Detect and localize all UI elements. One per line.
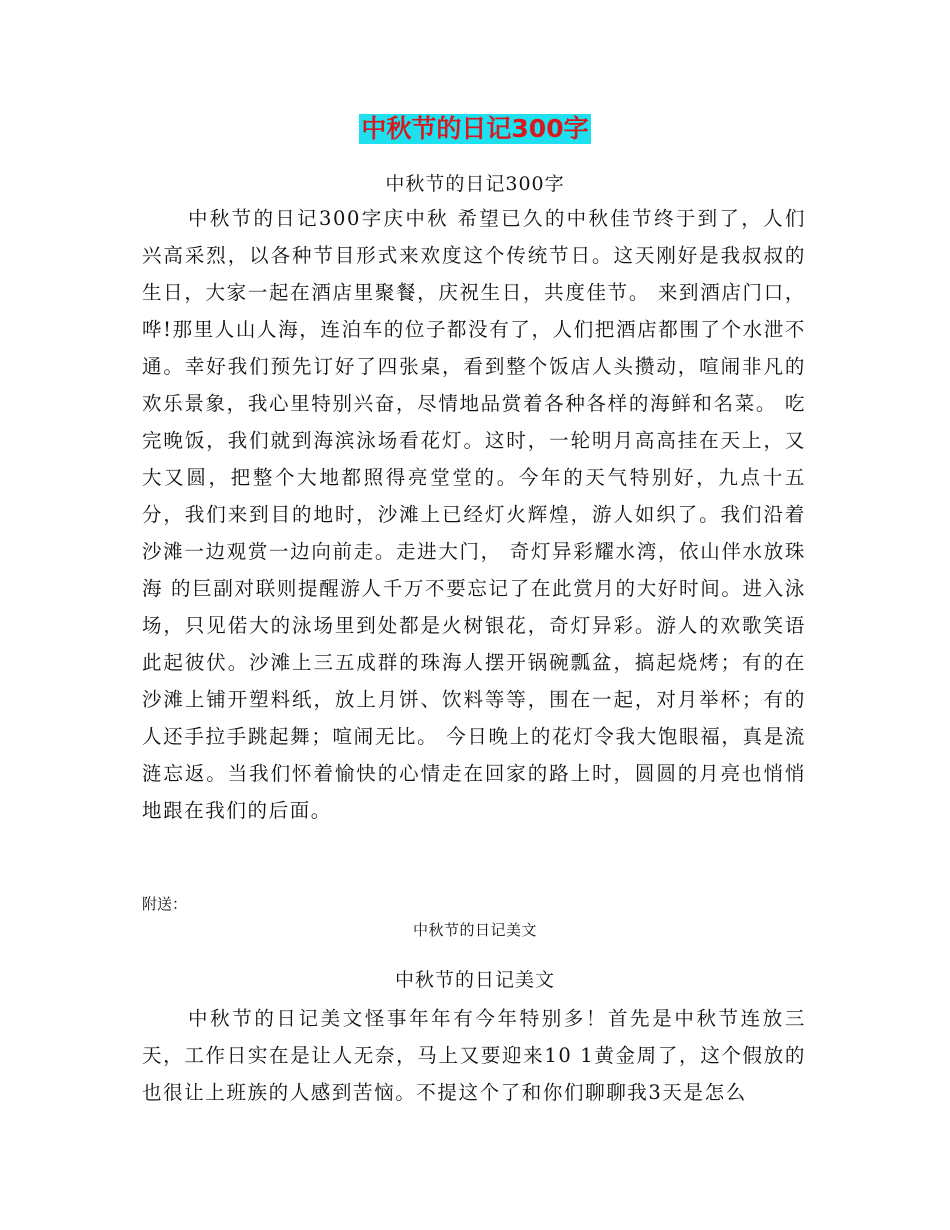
main-title-container bbox=[0, 114, 950, 144]
section2-heading: 中秋节的日记美文 bbox=[394, 969, 555, 991]
section2-body: 中秋节的日记美文怪事年年有今年特别多！首先是中秋节连放三天，工作日实在是让人无奈，马上又要迎来10 1黄金周了，这个假放的也很让上班族的人感到苦恼。不提这个了和你们聊聊我3天是怎么 bbox=[142, 1007, 806, 1104]
section1-body: 中秋节的日记300字庆中秋 希望已久的中秋佳节终于到了，人们兴高采烈，以各种节目形式来欢度这个传统节日。这天刚好是我叔叔的生日，大家一起在酒店里聚餐，庆祝生日，共度佳节。 来到酒店门口，哗!那里人山人海，连泊车的位子都没有了，人们把酒店都围了个水泄不通。幸好我们预先订好了四张桌，看到整个饭店人头攒动，喧闹非凡的欢乐景象，我心里特别兴奋，尽情地品赏着各种各样的海鲜和名菜。 吃完晚饭，我们就到海滨泳场看花灯。这时，一轮明月高高挂在天上，又大又圆，把整个大地都照得亮堂堂的。今年的天气特别好，九点十五分，我们来到目的地时，沙滩上已经灯火辉煌，游人如织了。我们沿着沙滩一边观赏一边向前走。走进大门， 奇灯异彩耀水湾，依山伴水放珠海 的巨副对联则提醒游人千万不要忘记了在此赏月的大好时间。进入泳场，只见偌大的泳场里到处都是火树银花，奇灯异彩。游人的欢歌笑语此起彼伏。沙滩上三五成群的珠海人摆开锅碗瓢盆，搞起烧烤；有的在沙滩上铺开塑料纸，放上月饼、饮料等等，围在一起，对月举杯；有的人还手拉手跳起舞；喧闹无比。 今日晚上的花灯令我大饱眼福，真是流涟忘返。当我们怀着愉快的心情走在回家的路上时，圆圆的月亮也悄悄地跟在我们的后面。 bbox=[142, 207, 806, 822]
attachment-title: 中秋节的日记美文 bbox=[412, 921, 537, 939]
attachment-label: 附送： bbox=[142, 895, 188, 913]
main-title: 中秋节的日记300字 bbox=[361, 114, 589, 143]
section1-heading: 中秋节的日记300字 bbox=[385, 173, 565, 195]
